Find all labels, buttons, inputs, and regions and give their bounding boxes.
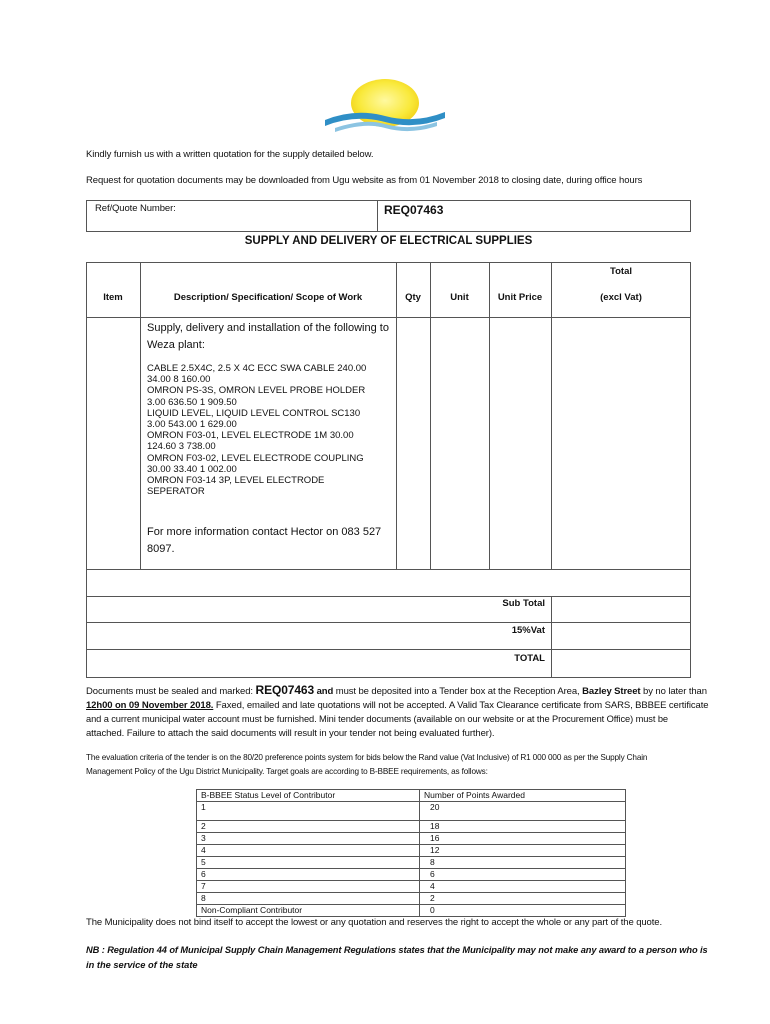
header-item: Item (103, 292, 123, 303)
documents-line-2: 12h00 on 09 November 2018. Faxed, emailed and late quotations will not be accepted. A Valid Tax Clearance certificate from SARS, BBBEE certificate (86, 700, 709, 711)
header-total-excl-vat: (excl Vat) (600, 292, 642, 303)
ref-quote-number: REQ07463 (384, 203, 444, 217)
header-unit: Unit (450, 292, 469, 303)
documents-line-4: attached. Failure to attach the said documents will result in your tender not being evaluated further). (86, 728, 495, 739)
ref-quote-label: Ref/Quote Number: (95, 203, 176, 214)
table-row (197, 790, 626, 802)
evaluation-line-2: Management Policy of the Ugu District Municipality. Target goals are according to B-BBEE requirements, as follows: (86, 767, 488, 776)
deadline: 12h00 on 09 November 2018. (86, 700, 214, 711)
contact-info: For more information contact Hector on 083 527 8097. (147, 526, 382, 555)
header-description: Description/ Specification/ Scope of Work (173, 292, 363, 303)
header-unit-price: Unit Price (497, 292, 543, 303)
table-row: 1 20 (197, 802, 626, 821)
municipality-logo (325, 78, 445, 138)
table-row: 6 6 (197, 869, 626, 881)
table-row: 7 4 (197, 881, 626, 893)
description-intro: Supply, delivery and installation of the following to Weza plant: (147, 322, 389, 351)
page-title: SUPPLY AND DELIVERY OF ELECTRICAL SUPPLIES (244, 235, 533, 247)
documents-line-3: and a current municipal water account must be furnished. Mini tender documents (available on our website or at the Procurement Office) must be (86, 714, 668, 724)
table-row: 2 18 (197, 821, 626, 833)
intro-line-2: Request for quotation documents may be downloaded from Ugu website as from 01 November 2018 to closing date, during office hours (86, 175, 643, 186)
nb-line-2: in the service of the state (86, 960, 198, 970)
table-row: 3 16 (197, 833, 626, 845)
table-row: 4 12 (197, 845, 626, 857)
evaluation-line-1: The evaluation criteria of the tender is on the 80/20 preference points system for bids below the Rand value (Vat Inclusive) of R1 000 000 as per the Supply Chain (86, 753, 648, 762)
table-row: 5 8 (197, 857, 626, 869)
bbbee-header-points: Number of Points Awarded (420, 790, 626, 802)
table-row: Non-Compliant Contributor 0 (197, 905, 626, 917)
bbbee-header-level: B-BBEE Status Level of Contributor (197, 790, 420, 802)
vat-label: 15%Vat (511, 625, 545, 636)
table-row: 8 2 (197, 893, 626, 905)
disclaimer: The Municipality does not bind itself to accept the lowest or any quotation and reserves the right to accept the whole or any part of the quote. (86, 917, 663, 928)
marked-ref: REQ07463 (255, 683, 315, 697)
intro-line-1: Kindly furnish us with a written quotation for the supply detailed below. (86, 149, 374, 160)
header-qty: Qty (405, 292, 421, 303)
nb-line-1: NB : Regulation 44 of Municipal Supply Chain Management Regulations states that the Municipality may not make any award to a person who is (86, 945, 708, 955)
sub-total-label: Sub Total (502, 598, 545, 609)
header-total: Total (610, 266, 632, 277)
documents-line-1: Documents must be sealed and marked: REQ07463 and must be deposited into a Tender box at the Reception Area, Bazley Street by no later than (86, 683, 707, 697)
description-items: CABLE 2.5X4C, 2.5 X 4C ECC SWA CABLE 240.00 34.00 8 160.00 OMRON PS-3S, OMRON LEVEL PROBE HOLDER 3.00 636.50 1 909.50 LIQUID LEVEL, LIQUID LEVEL CONTROL SC130 3.00 543.00 1 629.00 OMRON F03-01, LEVEL ELECTRODE 1M 30.00 124.60 3 738.00 OMRON F03-02, LEVEL ELECTRODE COUPLING 30.00 33.40 1 002.00 OMRON F03-14 3P, LEVEL ELECTRODE SEPERATOR (147, 363, 367, 498)
bbbee-points-table (196, 789, 626, 917)
total-label: TOTAL (514, 653, 545, 664)
